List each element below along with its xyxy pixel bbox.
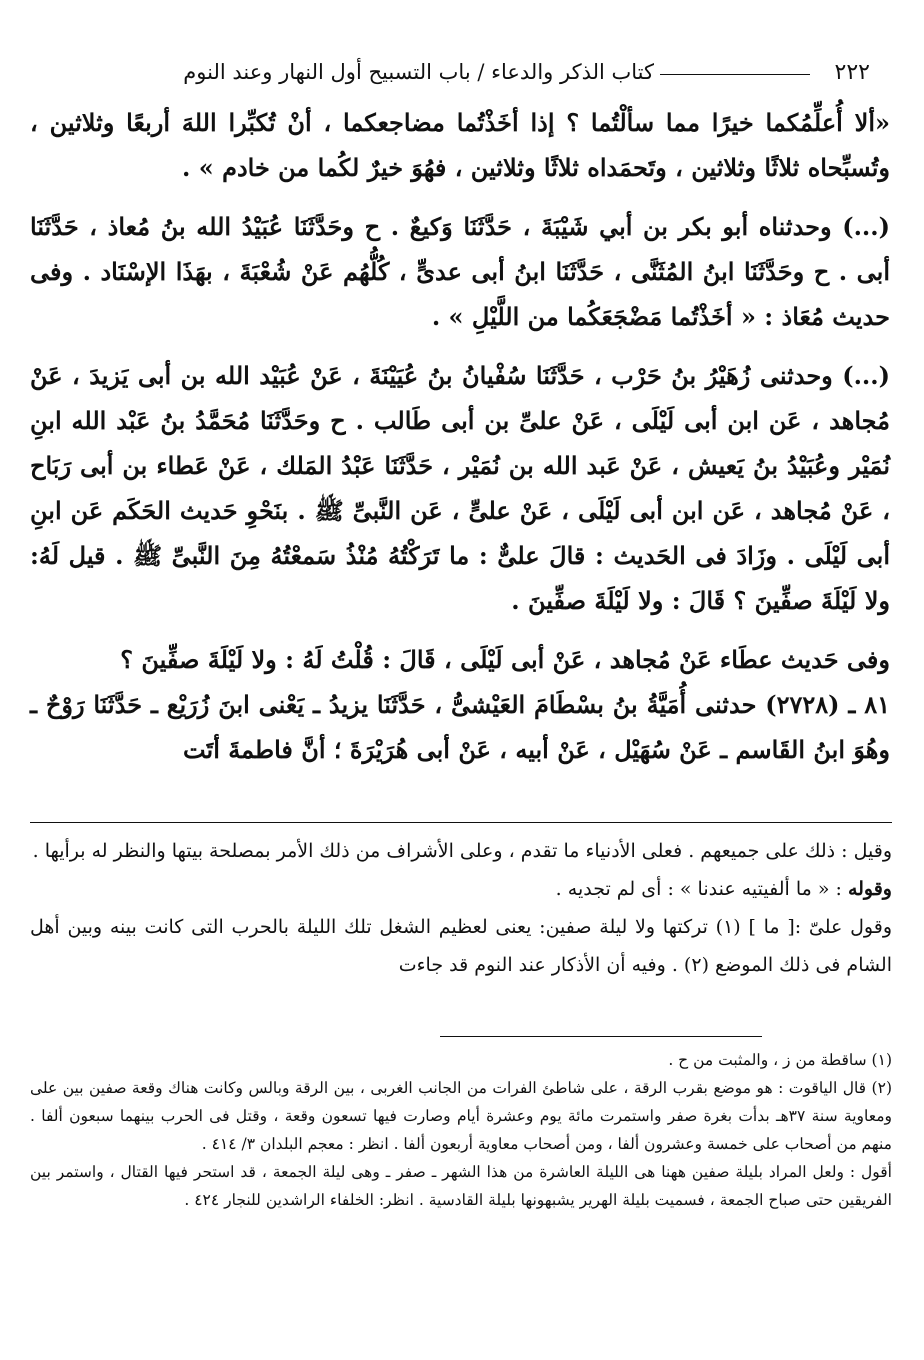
commentary-2-lead: وقوله	[847, 878, 892, 900]
paragraph-2: (...) وحدثناه أبو بكر بن أبي شَيْبَةَ ، حَدَّثَنَا وَكيعٌ . ح وحَدَّثَنَا عُبَيْدُ الله بنُ مُعاذ ، حَدَّثَنَا أبى . ح وحَدَّثَنَا ابنُ المُثَنَّى ، حَدَّثَنَا ابنُ أبى عدىٍّ ، كُلُّهُم عَنْ شُعْبَةَ ، بهَذَا الإسْنَاد . وفى حديث مُعَاذ : « أخَذْتُما مَضْجَعَكُما من اللَّيْلِ » .	[30, 212, 891, 331]
commentary-3: وقول علىّ :[ ما ] (١) تركتها ولا ليلة صفين: يعنى لعظيم الشغل تلك الليلة بالحرب التى كانت بينه وبين أهل الشام فى ذلك الموضع (٢) . وفيه أن الأذكار عند النوم قد جاءت	[30, 916, 892, 976]
chapter-title: كتاب الذكر والدعاء / باب التسبيح أول النهار وعند النوم	[183, 60, 654, 84]
paragraph-4: وفى حَديث عطَاء عَنْ مُجاهد ، عَنْ أبى لَيْلَى ، قَالَ : قُلْتُ لَهُ : ولا لَيْلَةَ صفِّينَ ؟	[120, 645, 890, 674]
hadith-text	[30, 100, 890, 772]
page-number: ٢٢٢	[834, 60, 870, 85]
paragraph-5: ٨١ ـ (٢٧٢٨) حدثنى أُمَيَّةُ بنُ بسْطَامَ العَيْشىُّ ، حَدَّثَنَا يزيدُ ـ يَعْنى ابنَ زُرَيْع ـ حَدَّثَنَا رَوْحٌ ـ وهُوَ ابنُ القَاسم ـ عَنْ سُهَيْل ، عَنْ أبيه ، عَنْ أبى هُرَيْرَةَ ؛ أنَّ فاطمةَ أتَت	[30, 690, 890, 764]
paragraph-3: (...) وحدثنى زُهَيْرُ بنُ حَرْب ، حَدَّثَنَا سُفْيانُ بنُ عُيَيْنَةَ ، عَنْ عُبَيْد الله بن أبى يَزيدَ ، عَنْ مُجاهد ، عَن ابن أبى لَيْلَى ، عَنْ علىِّ بن أبى طَالب . ح وحَدَّثَنَا مُحَمَّدُ بنُ عَبْد الله ابنِ نُمَيْر وعُبَيْدُ بنُ يَعيش ، عَنْ عَبد الله بن نُمَيْر ، حَدَّثَنَا عَبْدُ المَلك ، عَنْ عَطاء بن أبى رَبَاح ، عَنْ مُجاهد ، عَن ابن أبى لَيْلَى ، عَنْ علىٍّ ، عَن النَّبىِّ ﷺ . بنَحْوِ حَديث الحَكَم عَن ابنِ أبى لَيْلَى . وزَادَ فى الحَديث : قالَ علىٌّ : ما تَرَكْتُهُ مُنْذُ سَمعْتُهُ مِنَ النَّبىِّ ﷺ . قيل لَهُ: ولا لَيْلَةَ صفِّينَ ؟ قَالَ : ولا لَيْلَةَ صفِّينَ .	[30, 361, 890, 615]
commentary-1: وقيل : ذلك على جميعهم . فعلى الأدنياء ما تقدم ، وعلى الأشراف من ذلك الأمر بمصلحة بيتها والنظر له برأيها .	[32, 840, 892, 862]
footnote-3: أقول : ولعل المراد بليلة صفين ههنا هى الليلة العاشرة من هذا الشهر ـ صفر ـ وهى ليلة الجمعة ، قد استحر فيها القتال ، واستمر بين الفريقين حتى صباح الجمعة ، فسميت بليلة الهرير يشبهونها بليلة القادسية . انظر: الخلفاء الراشدين للنجار ٤٢٤ .	[30, 1163, 892, 1209]
header-rule	[660, 74, 810, 75]
commentary-2-text: : « ما ألفيتيه عندنا » : أى لم تجديه .	[555, 878, 848, 900]
section-divider	[30, 822, 892, 823]
footnote-1: (١) ساقطة من ز ، والمثبت من ح .	[668, 1051, 892, 1069]
footnote-2: (٢) قال الياقوت : هو موضع بقرب الرقة ، على شاطئ الفرات من الجانب الغربى ، بين الرقة وبالس وكانت هناك وقعة صفين بين على ومعاوية سنة ٣٧هـ بدأت بغرة صفر واستمرت مائة يوم وعشرة أيام وصارت فيها تسعون وقعة ، وقتل فى الحرب بينهما سبعون ألفا . منهم من أصحاب على خمسة وعشرون ألفا ، ومن أصحاب معاوية أربعون ألفا . انظر : معجم البلدان ٣/ ٤١٤ .	[30, 1079, 892, 1153]
footnotes	[30, 1046, 892, 1214]
commentary	[30, 832, 892, 984]
paragraph-1: «ألا أُعلِّمُكما خيرًا مما سألْتُما ؟ إذا أخَذْتُما مضاجعكما ، أنْ تُكبِّرا اللهَ أربعًا وثلاثين ، وتُسبِّحاه ثلاثًا وثلاثين ، وتَحمَداه ثلاثًا وثلاثين ، فهُوَ خيرٌ لكُما من خادم » .	[30, 108, 890, 182]
page-header	[38, 52, 870, 92]
footnote-divider	[440, 1036, 762, 1037]
commentary-2	[30, 870, 892, 908]
